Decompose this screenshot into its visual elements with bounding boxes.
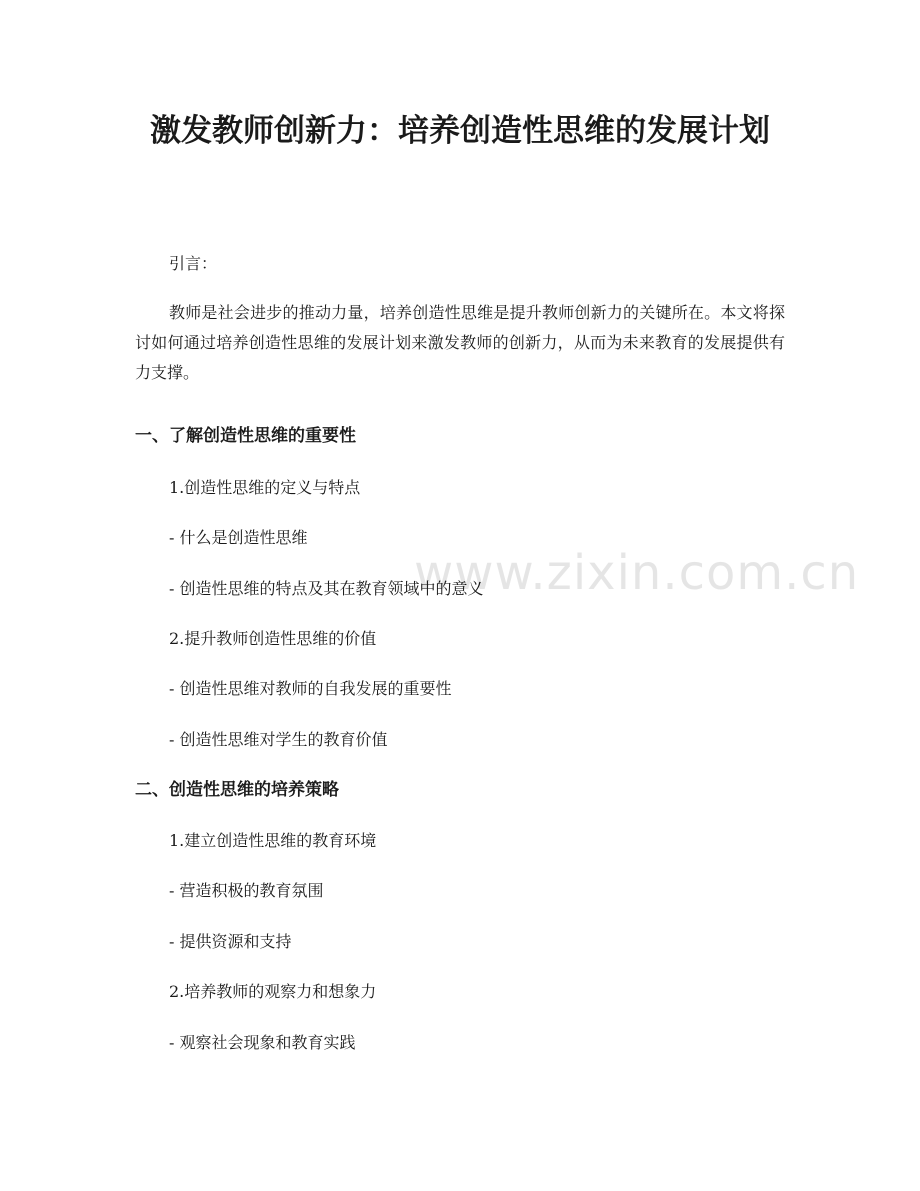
section-2-heading: 二、创造性思维的培养策略 — [135, 780, 339, 800]
section-1-heading: 一、了解创造性思维的重要性 — [135, 426, 356, 446]
section-2-item: - 营造积极的教育氛围 — [169, 881, 324, 900]
section-2-item: 2.培养教师的观察力和想象力 — [169, 982, 377, 1001]
intro-paragraph: 教师是社会进步的推动力量，培养创造性思维是提升教师创新力的关键所在。本文将探讨如何通过培养创造性思维的发展计划来激发教师的创新力，从而为未来教育的发展提供有力支撑。 — [135, 303, 785, 382]
section-1-item: 2.提升教师创造性思维的价值 — [169, 629, 377, 648]
section-2-item: - 观察社会现象和教育实践 — [169, 1033, 356, 1052]
watermark: www.zixin.com.cn — [414, 545, 860, 601]
section-1-item: - 创造性思维的特点及其在教育领域中的意义 — [169, 579, 484, 598]
section-2-item: - 提供资源和支持 — [169, 932, 292, 951]
section-1-item: 1.创造性思维的定义与特点 — [169, 478, 361, 497]
section-1-item: - 创造性思维对学生的教育价值 — [169, 730, 388, 749]
section-2-item: 1.建立创造性思维的教育环境 — [169, 831, 377, 850]
section-1-item: - 创造性思维对教师的自我发展的重要性 — [169, 679, 452, 698]
intro-label: 引言： — [169, 254, 218, 273]
document-title: 激发教师创新力：培养创造性思维的发展计划 — [150, 113, 770, 149]
section-1-item: - 什么是创造性思维 — [169, 528, 308, 547]
